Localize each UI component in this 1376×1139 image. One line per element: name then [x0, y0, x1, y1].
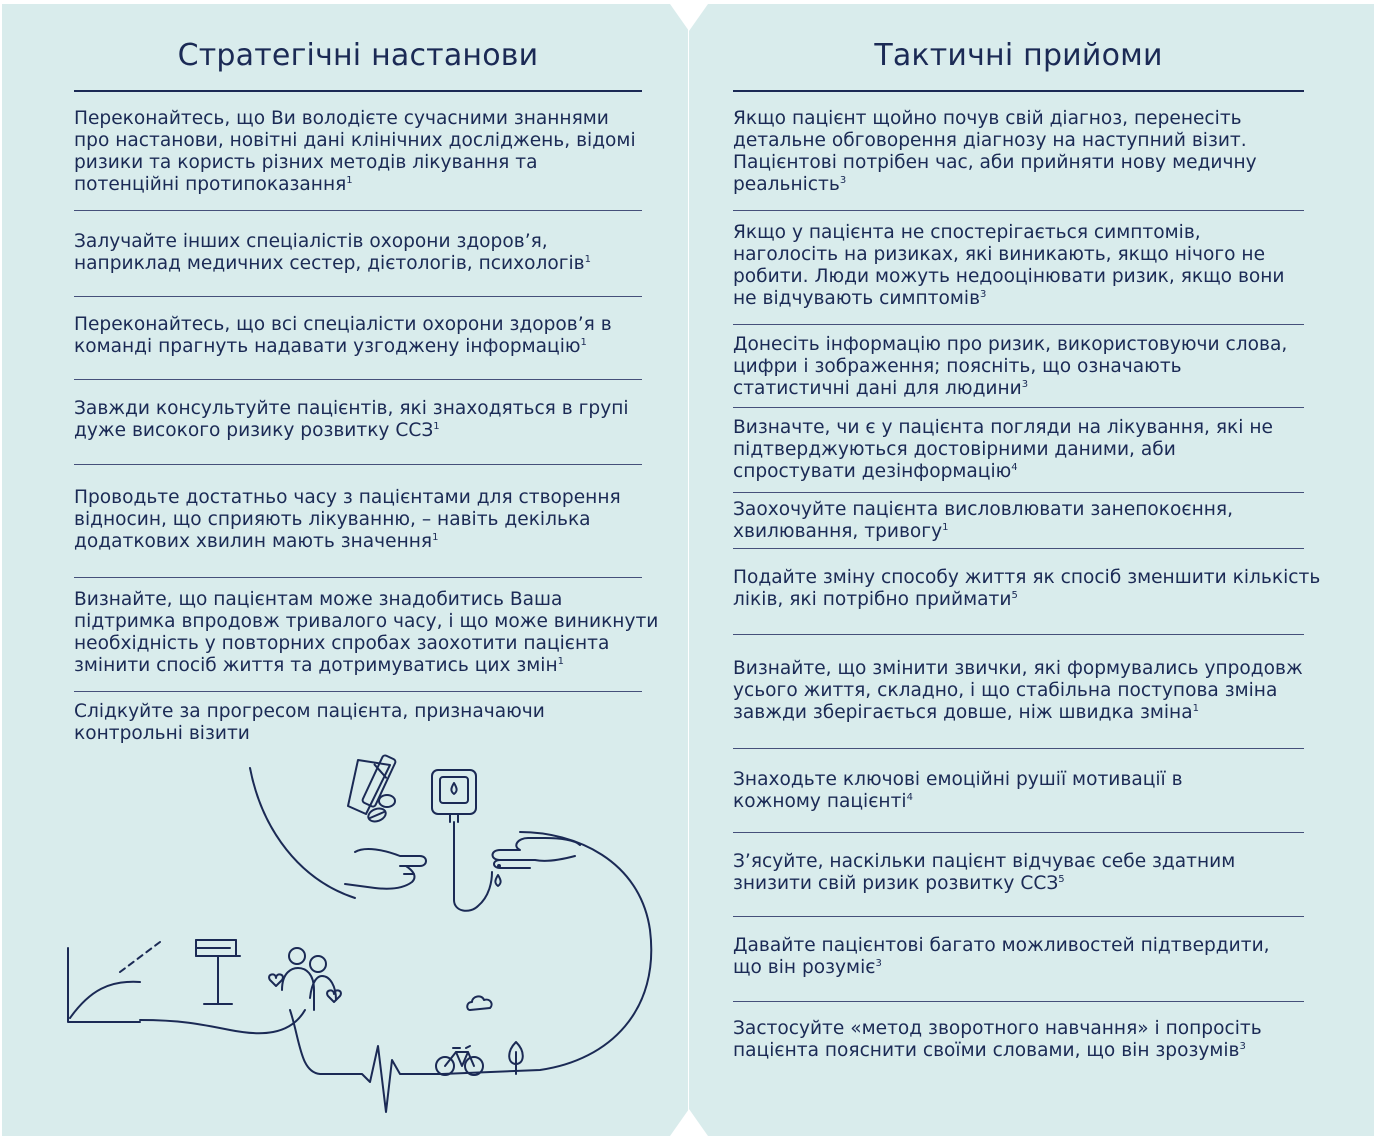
right-item-9: З’ясуйте, наскільки пацієнт відчуває себе здатним знизити свій ризик розвитку ССЗ$^5$ [733, 851, 1236, 894]
left-column-title: Стратегічні настанови [177, 38, 539, 73]
left-item-7: Слідкуйте за прогресом пацієнта, призначаючи контрольні візити [74, 701, 545, 744]
heartbeat-icon [290, 1010, 442, 1112]
cloud-icon [467, 996, 491, 1010]
right-item-2: Якщо у пацієнта не спостерігається симптомів, наголосіть на ризиках, які виникають, якщо нічого не робити. Люди можуть недооцінювати ризик, якщо вони не відчувають симптомів$^3$ [733, 222, 1285, 309]
right-column-title: Тактичні прийоми [874, 38, 1163, 73]
insulin-pen-icon [348, 754, 396, 814]
chart-curve-icon [68, 942, 160, 1022]
journey-line [442, 832, 651, 1074]
right-item-5: Заохочуйте пацієнта висловлювати занепокоєння, хвилювання, тривогу$^1$ [733, 499, 1234, 542]
left-item-2: Залучайте інших спеціалістів охорони здоров’я, наприклад медичних сестер, дієтологів, психологів$^1$ [74, 231, 591, 274]
heart-icon [269, 974, 341, 1002]
scale-icon [196, 940, 240, 1004]
bicycle-icon [436, 1046, 483, 1075]
right-item-6: Подайте зміну способу життя як спосіб зменшити кількість ліків, які потрібно приймати$^5$ [733, 567, 1321, 610]
journey-line [250, 768, 355, 898]
left-item-5: Проводьте достатньо часу з пацієнтами для створення відносин, що сприяють лікуванню, – навіть декілька додаткових хвилин мають значення$^1$ [74, 487, 621, 552]
tree-icon [509, 1042, 523, 1074]
right-item-1: Якщо пацієнт щойно почув свій діагноз, перенесіть детальне обговорення діагнозу на наступний візит. Пацієнтові потрібен час, аби прийняти нову медичну реальність$^3$ [733, 108, 1257, 195]
right-item-8: Знаходьте ключові емоційні рушії мотивації в кожному пацієнті$^4$ [733, 769, 1183, 812]
right-item-11: Застосуйте «метод зворотного навчання» і попросіть пацієнта пояснити своїми словами, що він зрозумів$^3$ [733, 1018, 1262, 1061]
left-item-6: Визнайте, що пацієнтам може знадобитись Ваша підтримка впродовж тривалого часу, і що може виникнути необхідність у повторних спробах заохотити пацієнта змінити спосіб життя та дотримуватись цих змін$^1$ [74, 589, 659, 676]
left-item-1: Переконайтесь, що Ви володієте сучасними знаннями про настанови, новітні дані клінічних досліджень, відомі ризики та користь різних методів лікування та потенційні протипоказання$^1$ [74, 108, 636, 195]
couple-icon [282, 948, 336, 1010]
hand-icon [345, 849, 426, 889]
right-item-7: Визнайте, що змінити звички, які формувались упродовж усього життя, складно, і що стабільна поступова зміна завжди зберігається довше, ніж швидка зміна$^1$ [733, 658, 1303, 723]
right-item-3: Донесіть інформацію про ризик, використовуючи слова, цифри і зображення; поясніть, що означають статистичні дані для людини$^3$ [733, 334, 1288, 399]
left-item-3: Переконайтесь, що всі спеціалісти охорони здоров’я в команді прагнуть надавати узгоджену інформацію$^1$ [74, 314, 612, 357]
pills-icon [366, 795, 395, 824]
hand-icon [493, 838, 581, 868]
left-item-4: Завжди консультуйте пацієнтів, які знаходяться в групі дуже високого ризику розвитку ССЗ$^1$ [74, 398, 629, 441]
right-item-10: Давайте пацієнтові багато можливостей підтвердити, що він розуміє$^3$ [733, 935, 1270, 978]
glucose-meter-icon [432, 770, 492, 911]
right-item-4: Визначте, чи є у пацієнта погляди на лікування, які не підтверджуються достовірними даними, аби спростувати дезінформацію$^4$ [733, 417, 1273, 482]
journey-line [140, 1010, 305, 1033]
